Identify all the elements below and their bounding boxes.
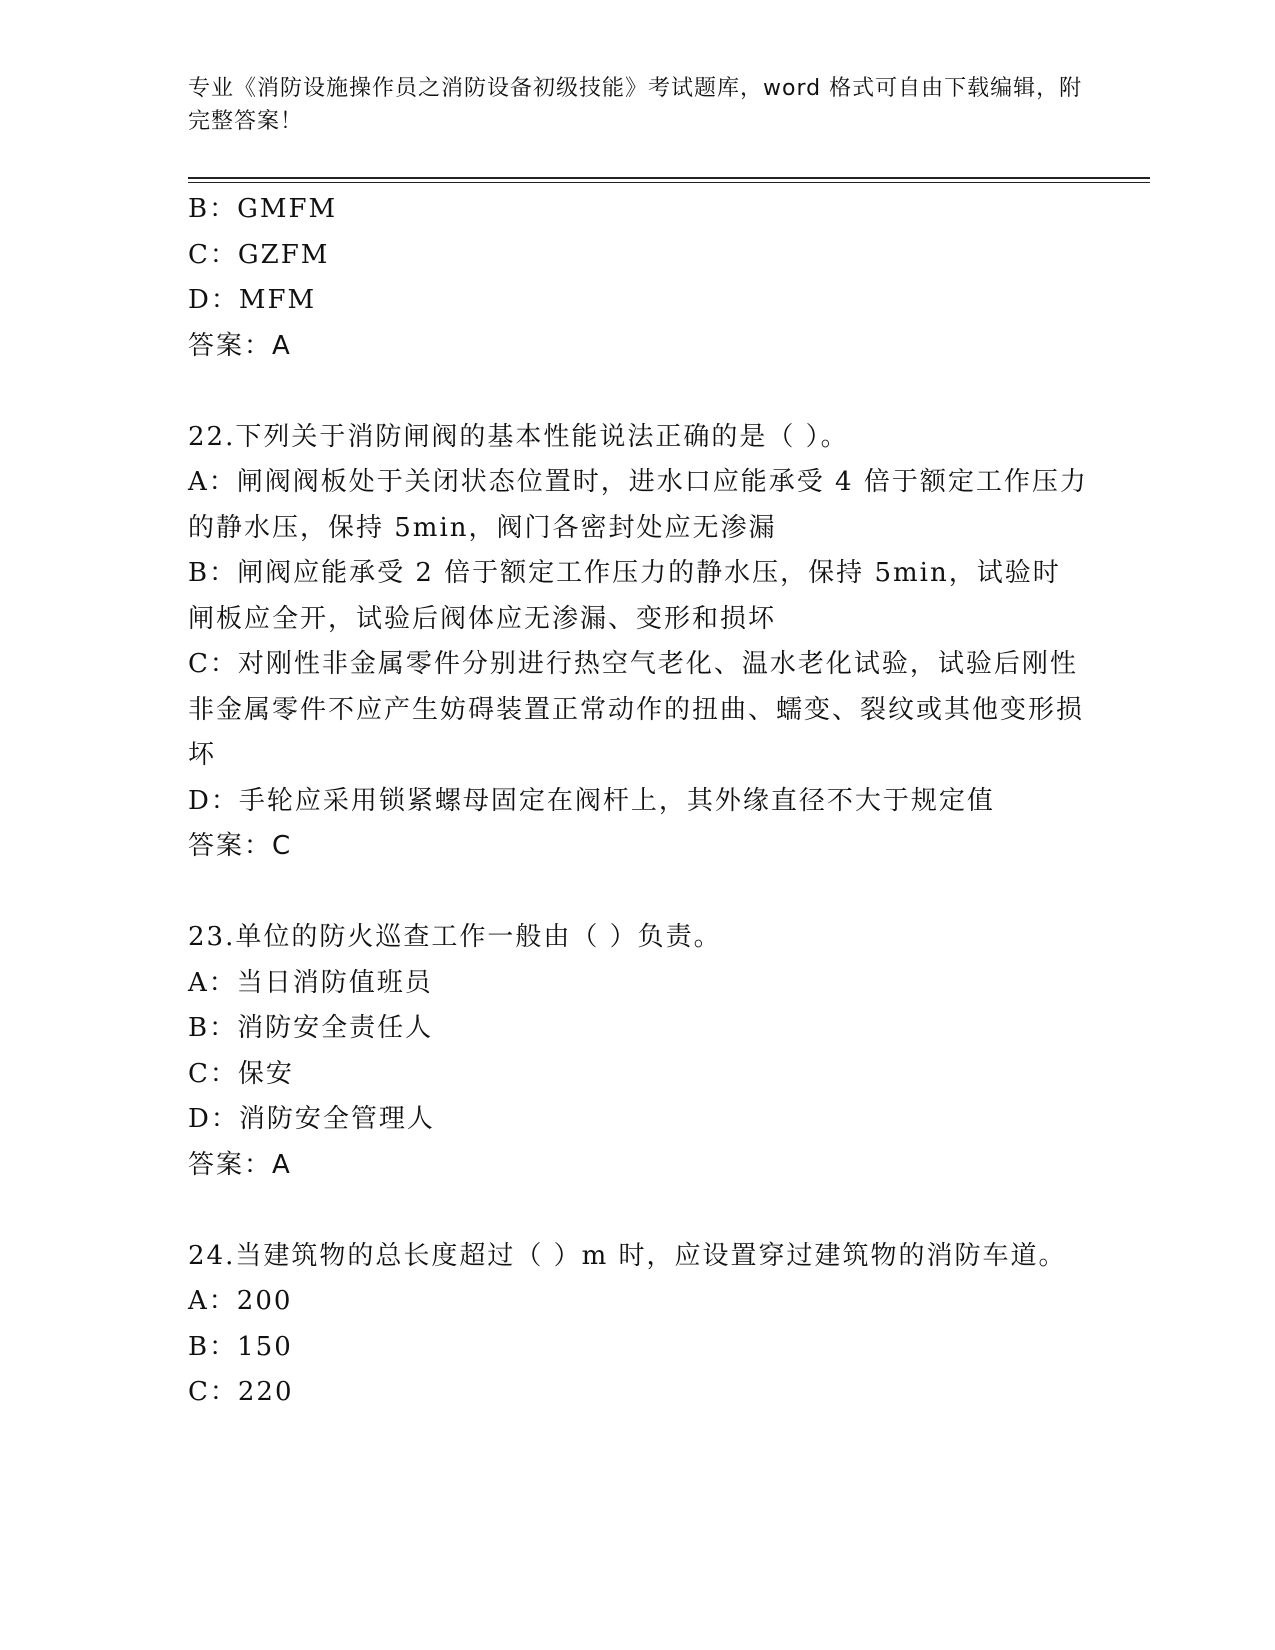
option-b: B：GMFM	[188, 194, 338, 224]
option-c: C：220	[188, 1377, 294, 1407]
header-divider-thick	[188, 177, 1150, 179]
option-b: B：闸阀应能承受 2 倍于额定工作压力的静水压，保持 5min，试验时闸板应全开，试验后阀体应无渗漏、变形和损坏	[188, 558, 1061, 634]
option-c: C：保安	[188, 1058, 294, 1089]
option-a: A：200	[188, 1286, 293, 1316]
option-b: B：150	[188, 1331, 293, 1362]
option-c: C：GZFM	[188, 239, 330, 270]
answer-line: 答案：C	[188, 831, 293, 861]
header-divider-thin	[188, 182, 1150, 183]
answer-line: 答案：A	[188, 330, 292, 361]
question-text: 24.当建筑物的总长度超过（ ）m 时，应设置穿过建筑物的消防车道。	[188, 1240, 1067, 1271]
question-23	[188, 915, 1088, 1188]
question-21-partial	[188, 187, 1088, 369]
question-22	[188, 415, 1088, 870]
question-text: 22.下列关于消防闸阀的基本性能说法正确的是（ ）。	[188, 421, 849, 452]
option-b: B：消防安全责任人	[188, 1013, 434, 1043]
option-d: D：MFM	[188, 285, 317, 315]
answer-line: 答案：A	[188, 1149, 292, 1180]
question-text: 23.单位的防火巡查工作一般由（ ）负责。	[188, 922, 722, 952]
option-d: D：手轮应采用锁紧螺母固定在阀杆上，其外缘直径不大于规定值	[188, 785, 995, 816]
page-header: 专业《消防设施操作员之消防设备初级技能》考试题库，word 格式可自由下载编辑，附完整答案！	[188, 76, 1083, 134]
option-a: A：闸阀阀板处于关闭状态位置时，进水口应能承受 4 倍于额定工作压力的静水压，保持 5min，阀门各密封处应无渗漏	[188, 467, 1088, 543]
exam-content	[188, 187, 1088, 1416]
question-24	[188, 1234, 1088, 1416]
option-a: A：当日消防值班员	[188, 967, 433, 998]
option-d: D：消防安全管理人	[188, 1104, 435, 1134]
option-c: C：对刚性非金属零件分别进行热空气老化、温水老化试验，试验后刚性非金属零件不应产生妨碍装置正常动作的扭曲、蠕变、裂纹或其他变形损坏	[188, 649, 1085, 770]
